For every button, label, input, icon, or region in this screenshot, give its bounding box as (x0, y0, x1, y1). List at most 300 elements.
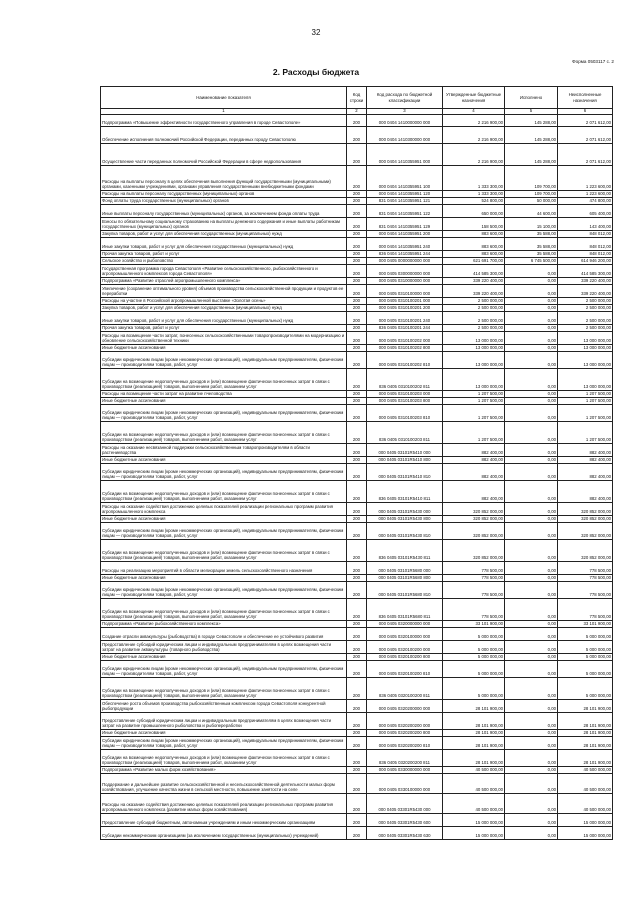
row-unexecuted: 320 852 000,00 (558, 523, 613, 540)
row-unexecuted: 2 071 612,00 (558, 115, 613, 127)
row-classification: 000 0405 0330100000 000 (367, 774, 443, 794)
row-classification: 000 0405 03101R5430 800 (367, 516, 443, 523)
row-approved: 882 400,00 (443, 444, 505, 457)
row-unexecuted: 778 500,00 (558, 582, 613, 599)
row-code: 200 (347, 231, 367, 238)
row-classification: 000 0404 1410355951 120 (367, 191, 443, 198)
row-unexecuted: 778 500,00 (558, 562, 613, 575)
row-approved: 320 852 000,00 (443, 540, 505, 562)
table-row (101, 127, 613, 144)
row-executed: 0,00 (505, 503, 558, 516)
table-row (101, 730, 613, 737)
row-unexecuted: 414 585 300,00 (558, 265, 613, 278)
row-code: 200 (347, 654, 367, 661)
row-code: 200 (347, 298, 367, 305)
header-unexecuted: Неисполненные назначения (558, 87, 613, 109)
row-name: Субсидии юридическим лицам (кроме некоммерческих организаций), индивидуальным предпринимателям, физическим лицам — производителям товаров, работ, услуг (101, 661, 347, 678)
row-unexecuted: 882 400,00 (558, 444, 613, 457)
table-row (101, 352, 613, 369)
row-classification: 836 0405 0320100200 811 (367, 678, 443, 700)
row-approved: 28 101 900,00 (443, 737, 505, 750)
row-executed: 6 745 500,00 (505, 258, 558, 265)
row-unexecuted: 2 500 000,00 (558, 325, 613, 332)
row-name: Иные бюджетные ассигнования (101, 654, 347, 661)
row-name: Субсидии на возмещение недополученных доходов и (или) возмещение фактически понесенных затрат в связи с производством (реализацией) товаров, выполнением работ, оказанием услуг (101, 750, 347, 767)
row-classification: 000 0405 03101R5430 000 (367, 503, 443, 516)
row-executed: 0,00 (505, 713, 558, 730)
row-name: Иные бюджетные ассигнования (101, 457, 347, 464)
row-unexecuted: 5 000 000,00 (558, 661, 613, 678)
row-code: 200 (347, 312, 367, 325)
row-approved: 28 101 900,00 (443, 730, 505, 737)
row-classification: 000 0405 0320000000 000 (367, 621, 443, 628)
row-code: 200 (347, 516, 367, 523)
table-row (101, 700, 613, 713)
row-approved: 778 500,00 (443, 575, 505, 582)
row-unexecuted: 13 000 000,00 (558, 332, 613, 345)
row-name: Предоставление субсидий юридическим лицам и индивидуальным предпринимателям в целях возмещения части затрат на развитие промышленного рыболовства и рыбопереработки (101, 713, 347, 730)
row-classification: 000 0405 0310100203 810 (367, 405, 443, 422)
table-row (101, 464, 613, 481)
table-row (101, 166, 613, 191)
row-approved: 28 101 900,00 (443, 750, 505, 767)
table-row (101, 457, 613, 464)
row-name: Субсидии некоммерческим организациям (за исключением государственных (муниципальных) учреждений) (101, 827, 347, 840)
row-classification: 000 0405 03101R5410 800 (367, 457, 443, 464)
row-executed: 0,00 (505, 265, 558, 278)
row-unexecuted: 1 223 600,00 (558, 191, 613, 198)
row-code: 200 (347, 345, 367, 352)
row-approved: 778 500,00 (443, 599, 505, 621)
row-code: 200 (347, 198, 367, 205)
table-row (101, 305, 613, 312)
row-name: Расходы на участие в Российской агропромышленной выставке «Золотая осень» (101, 298, 347, 305)
row-approved: 882 400,00 (443, 464, 505, 481)
row-classification: 836 0405 0310100201 244 (367, 325, 443, 332)
row-approved: 40 500 000,00 (443, 794, 505, 814)
row-name: Субсидии юридическим лицам (кроме некоммерческих организаций), индивидуальным предпринимателям, физическим лицам — производителям товаров, работ, услуг (101, 523, 347, 540)
row-code: 200 (347, 258, 367, 265)
row-approved: 28 101 900,00 (443, 713, 505, 730)
row-unexecuted: 5 000 000,00 (558, 628, 613, 641)
row-classification: 000 0405 03101R5680 800 (367, 575, 443, 582)
row-classification: 836 0405 03101R5430 811 (367, 540, 443, 562)
row-approved: 2 216 900,00 (443, 127, 505, 144)
section-title: 2. Расходы бюджета (272, 67, 360, 77)
row-approved: 5 000 000,00 (443, 654, 505, 661)
row-name: Иные бюджетные ассигнования (101, 345, 347, 352)
row-executed: 0,00 (505, 516, 558, 523)
row-name: Субсидии юридическим лицам (кроме некоммерческих организаций), индивидуальным предпринимателям, физическим лицам — производителям товаров, работ, услуг (101, 737, 347, 750)
row-approved: 40 500 000,00 (443, 774, 505, 794)
table-row (101, 398, 613, 405)
row-unexecuted: 2 071 612,00 (558, 144, 613, 166)
row-executed: 145 288,00 (505, 115, 558, 127)
row-name: Иные бюджетные ассигнования (101, 730, 347, 737)
row-name: Фонд оплаты труда государственных (муниципальных) органов (101, 198, 347, 205)
form-code: Форма 0503117 с. 2 (572, 59, 614, 64)
row-code: 200 (347, 115, 367, 127)
row-name: Субсидии юридическим лицам (кроме некоммерческих организаций), индивидуальным предпринимателям, физическим лицам — производителям товаров, работ, услуг (101, 582, 347, 599)
table-row (101, 774, 613, 794)
table-row (101, 278, 613, 285)
row-code: 200 (347, 628, 367, 641)
table-row (101, 115, 613, 127)
row-unexecuted: 5 000 000,00 (558, 641, 613, 654)
row-unexecuted: 33 101 900,00 (558, 621, 613, 628)
row-classification: 836 0405 03101R5680 811 (367, 599, 443, 621)
row-executed: 0,00 (505, 540, 558, 562)
row-name: Взносы по обязательному социальному страхованию на выплаты денежного содержания и иные выплаты работникам государственных (муниципальных) органов (101, 218, 347, 231)
row-approved: 883 600,00 (443, 251, 505, 258)
row-unexecuted: 5 000 000,00 (558, 654, 613, 661)
row-approved: 320 852 000,00 (443, 516, 505, 523)
table-row (101, 369, 613, 391)
row-code: 200 (347, 481, 367, 503)
row-name: Расходы на возмещение части затрат, понесенных сельскохозяйственными товаропроизводителями на модернизацию и обновление сельскохозяйственной техники (101, 332, 347, 345)
row-executed: 0,00 (505, 750, 558, 767)
row-classification: 000 0404 1410355951 000 (367, 144, 443, 166)
row-approved: 883 600,00 (443, 231, 505, 238)
row-code: 200 (347, 503, 367, 516)
row-executed: 0,00 (505, 737, 558, 750)
row-name: Предоставление субсидий юридическим лицам и индивидуальным предпринимателям в целях возмещения части затрат на развитие аквакультуры (товарного рыбоводства) (101, 641, 347, 654)
row-name: Субсидии юридическим лицам (кроме некоммерческих организаций), индивидуальным предпринимателям, физическим лицам — производителям товаров, работ, услуг (101, 352, 347, 369)
row-code: 200 (347, 251, 367, 258)
row-unexecuted: 614 946 200,00 (558, 258, 613, 265)
table-row (101, 422, 613, 444)
table-row (101, 628, 613, 641)
row-unexecuted: 882 400,00 (558, 457, 613, 464)
row-classification: 000 0405 0310000000 000 (367, 278, 443, 285)
row-name: Расходы на выплаты персоналу в целях обеспечения выполнения функций государственными (муниципальными) органами, казенными учреждениями, органами управления государственными внебюджетными фондами (101, 166, 347, 191)
row-classification: 836 0405 0320200200 811 (367, 750, 443, 767)
row-classification: 836 0405 0310100202 811 (367, 369, 443, 391)
row-classification: 000 0405 03301R5430 630 (367, 827, 443, 840)
row-name: Расходы на возмещение части затрат на развитие пчеловодства (101, 391, 347, 398)
row-classification: 000 0405 03101R5410 810 (367, 464, 443, 481)
row-code: 200 (347, 737, 367, 750)
table-row (101, 391, 613, 398)
table-row (101, 218, 613, 231)
row-approved: 13 000 000,00 (443, 332, 505, 345)
row-code: 200 (347, 422, 367, 444)
row-classification: 831 0404 1410355951 129 (367, 218, 443, 231)
row-approved: 28 101 900,00 (443, 700, 505, 713)
row-code: 200 (347, 540, 367, 562)
row-code: 200 (347, 774, 367, 794)
row-code: 200 (347, 523, 367, 540)
row-name: Подпрограмма «Повышение эффективности государственного управления в городе Севастополе» (101, 115, 347, 127)
row-name: Сельское хозяйство и рыболовство (101, 258, 347, 265)
column-number: 5 (505, 109, 558, 115)
row-classification: 000 0405 03101R5680 000 (367, 562, 443, 575)
row-approved: 15 000 000,00 (443, 827, 505, 840)
column-number: 6 (558, 109, 613, 115)
row-executed: 0,00 (505, 628, 558, 641)
row-name: Обеспечение исполнения полномочий Российской Федерации, переданных городу Севастополю (101, 127, 347, 144)
row-name: Субсидии юридическим лицам (кроме некоммерческих организаций), индивидуальным предпринимателям, физическим лицам — производителям товаров, работ, услуг (101, 405, 347, 422)
row-code: 200 (347, 794, 367, 814)
row-code: 200 (347, 166, 367, 191)
table-row (101, 298, 613, 305)
row-classification: 836 0405 03101R5410 811 (367, 481, 443, 503)
row-unexecuted: 2 500 000,00 (558, 298, 613, 305)
table-row (101, 285, 613, 298)
table-row (101, 516, 613, 523)
row-name: Закупка товаров, работ и услуг для обеспечения государственных (муниципальных) нужд (101, 305, 347, 312)
row-name: Расходы на выплаты персоналу государственных (муниципальных) органов (101, 191, 347, 198)
row-code: 200 (347, 767, 367, 774)
table-row (101, 678, 613, 700)
table-row (101, 621, 613, 628)
row-classification: 000 0405 0320200200 800 (367, 730, 443, 737)
table-row (101, 661, 613, 678)
row-code: 200 (347, 562, 367, 575)
table-row (101, 654, 613, 661)
row-classification: 000 0405 03101R5680 810 (367, 582, 443, 599)
table-row (101, 312, 613, 325)
row-classification: 000 0405 0000000000 000 (367, 258, 443, 265)
row-unexecuted: 778 500,00 (558, 599, 613, 621)
row-code: 200 (347, 332, 367, 345)
row-approved: 621 691 700,00 (443, 258, 505, 265)
row-executed: 0,00 (505, 398, 558, 405)
row-classification: 000 0405 0310100201 240 (367, 312, 443, 325)
row-classification: 000 0405 0320100200 810 (367, 661, 443, 678)
row-executed: 35 588,00 (505, 231, 558, 238)
column-number: 1 (101, 109, 347, 115)
row-executed: 0,00 (505, 523, 558, 540)
table-row (101, 562, 613, 575)
row-classification: 000 0405 0320100200 800 (367, 654, 443, 661)
row-classification: 000 0405 0310100202 810 (367, 352, 443, 369)
row-classification: 000 0405 0320200200 810 (367, 737, 443, 750)
row-name: Подпрограмма «Развитие рыбохозяйственного комплекса» (101, 621, 347, 628)
row-executed: 35 588,00 (505, 251, 558, 258)
row-classification: 000 0405 03301R5430 600 (367, 814, 443, 827)
table-row (101, 737, 613, 750)
row-classification: 000 0405 0310100201 200 (367, 305, 443, 312)
row-classification: 000 0405 0320100200 000 (367, 641, 443, 654)
table-row (101, 198, 613, 205)
row-approved: 320 852 000,00 (443, 503, 505, 516)
row-name: Осуществление части переданных полномочий Российской Федерации в сфере недропользования (101, 144, 347, 166)
row-name: Иные закупки товаров, работ и услуг для обеспечения государственных (муниципальных) нужд (101, 238, 347, 251)
row-approved: 2 216 900,00 (443, 115, 505, 127)
row-executed: 0,00 (505, 298, 558, 305)
row-executed: 0,00 (505, 369, 558, 391)
table-row (101, 205, 613, 218)
row-classification: 000 0404 1410300000 000 (367, 127, 443, 144)
row-approved: 2 500 000,00 (443, 325, 505, 332)
row-executed: 35 588,00 (505, 238, 558, 251)
row-unexecuted: 28 101 900,00 (558, 737, 613, 750)
row-approved: 320 852 000,00 (443, 523, 505, 540)
row-approved: 2 500 000,00 (443, 312, 505, 325)
table-row (101, 144, 613, 166)
row-approved: 2 500 000,00 (443, 305, 505, 312)
header-code: Код строки (347, 87, 367, 109)
row-executed: 0,00 (505, 444, 558, 457)
row-name: Предоставление субсидий бюджетным, автономным учреждениям и иным некоммерческим организациям (101, 814, 347, 827)
row-executed: 0,00 (505, 305, 558, 312)
row-executed: 0,00 (505, 312, 558, 325)
row-executed: 0,00 (505, 794, 558, 814)
row-approved: 414 585 300,00 (443, 265, 505, 278)
row-executed: 0,00 (505, 457, 558, 464)
row-unexecuted: 143 400,00 (558, 218, 613, 231)
row-approved: 882 400,00 (443, 481, 505, 503)
row-name: Расходы на оказание содействия достижению целевых показателей реализации региональных программ развития агропромышленного комплекса (развитие малых форм хозяйствования) (101, 794, 347, 814)
row-code: 200 (347, 305, 367, 312)
row-unexecuted: 1 207 500,00 (558, 398, 613, 405)
row-executed: 0,00 (505, 422, 558, 444)
row-classification: 000 0404 1410355951 240 (367, 238, 443, 251)
row-executed: 0,00 (505, 325, 558, 332)
row-unexecuted: 320 852 000,00 (558, 540, 613, 562)
row-code: 200 (347, 265, 367, 278)
row-classification: 000 0405 0310100202 800 (367, 345, 443, 352)
row-unexecuted: 15 000 000,00 (558, 827, 613, 840)
row-executed: 0,00 (505, 641, 558, 654)
row-classification: 000 0405 0320200000 000 (367, 700, 443, 713)
row-executed: 0,00 (505, 464, 558, 481)
row-code: 200 (347, 814, 367, 827)
table-row (101, 599, 613, 621)
row-unexecuted: 2 071 612,00 (558, 127, 613, 144)
row-code: 200 (347, 191, 367, 198)
row-name: Подпрограмма «Развитие малых форм хозяйствования» (101, 767, 347, 774)
row-executed: 44 600,00 (505, 205, 558, 218)
row-code: 200 (347, 661, 367, 678)
table-row (101, 582, 613, 599)
row-name: Иные бюджетные ассигнования (101, 398, 347, 405)
row-classification: 000 0405 03101R5410 000 (367, 444, 443, 457)
row-name: Прочая закупка товаров, работ и услуг (101, 251, 347, 258)
row-executed: 109 700,00 (505, 191, 558, 198)
row-approved: 1 333 300,00 (443, 191, 505, 198)
row-unexecuted: 339 220 400,00 (558, 278, 613, 285)
row-approved: 2 216 900,00 (443, 144, 505, 166)
row-code: 200 (347, 464, 367, 481)
row-classification: 000 0405 0310100201 000 (367, 298, 443, 305)
table-row (101, 325, 613, 332)
row-name: Обеспечение роста объемов производства рыбохозяйственным комплексом города Севастополя конкурентной рыбопродукции (101, 700, 347, 713)
table-row (101, 444, 613, 457)
row-code: 200 (347, 730, 367, 737)
row-executed: 0,00 (505, 730, 558, 737)
row-code: 200 (347, 750, 367, 767)
row-unexecuted: 1 207 500,00 (558, 391, 613, 398)
row-code: 200 (347, 575, 367, 582)
row-code: 200 (347, 444, 367, 457)
table-row (101, 258, 613, 265)
row-executed: 0,00 (505, 774, 558, 794)
header-row (101, 87, 613, 109)
row-unexecuted: 40 500 000,00 (558, 774, 613, 794)
row-unexecuted: 320 852 000,00 (558, 503, 613, 516)
row-executed: 0,00 (505, 285, 558, 298)
row-approved: 5 000 000,00 (443, 661, 505, 678)
row-unexecuted: 15 000 000,00 (558, 814, 613, 827)
table-row (101, 238, 613, 251)
row-classification: 000 0405 0310100000 000 (367, 285, 443, 298)
row-code: 200 (347, 599, 367, 621)
row-unexecuted: 2 500 000,00 (558, 305, 613, 312)
row-unexecuted: 28 101 900,00 (558, 700, 613, 713)
row-unexecuted: 13 000 000,00 (558, 352, 613, 369)
row-classification: 000 0405 0310100203 000 (367, 391, 443, 398)
row-unexecuted: 2 500 000,00 (558, 312, 613, 325)
table-body (101, 115, 613, 840)
header-executed: Исполнено (505, 87, 558, 109)
row-code: 200 (347, 285, 367, 298)
table-row (101, 540, 613, 562)
table-row (101, 767, 613, 774)
row-code: 200 (347, 582, 367, 599)
row-unexecuted: 320 852 000,00 (558, 516, 613, 523)
table-row (101, 503, 613, 516)
table-row (101, 814, 613, 827)
table-row (101, 794, 613, 814)
row-unexecuted: 40 500 000,00 (558, 767, 613, 774)
row-name: Субсидии юридическим лицам (кроме некоммерческих организаций), индивидуальным предпринимателям, физическим лицам — производителям товаров, работ, услуг (101, 464, 347, 481)
row-name: Иные закупки товаров, работ и услуг для обеспечения государственных (муниципальных) нужд (101, 312, 347, 325)
row-unexecuted: 339 220 400,00 (558, 285, 613, 298)
row-approved: 778 500,00 (443, 582, 505, 599)
row-code: 200 (347, 457, 367, 464)
row-classification: 831 0404 1410355951 122 (367, 205, 443, 218)
row-code: 200 (347, 369, 367, 391)
row-name: Субсидии на возмещение недополученных доходов и (или) возмещение фактически понесенных затрат в связи с производством (реализацией) товаров, выполнением работ, оказанием услуг (101, 481, 347, 503)
row-approved: 1 207 500,00 (443, 405, 505, 422)
row-executed: 0,00 (505, 481, 558, 503)
table-row (101, 713, 613, 730)
row-classification: 000 0404 1410355951 200 (367, 231, 443, 238)
row-name: Субсидии на возмещение недополученных доходов и (или) возмещение фактически понесенных затрат в связи с производством (реализацией) товаров, выполнением работ, оказанием услуг (101, 678, 347, 700)
row-classification: 836 0405 0310100203 811 (367, 422, 443, 444)
row-executed: 0,00 (505, 654, 558, 661)
row-approved: 40 500 000,00 (443, 767, 505, 774)
row-approved: 13 000 000,00 (443, 352, 505, 369)
page-number: 32 (311, 28, 321, 37)
row-name: Поддержание и дальнейшее развитие сельскохозяйственной и несельскохозяйственной деятельности малых форм хозяйствования, улучшение качества жизни в сельской местности, повышение занятости на селе (101, 774, 347, 794)
row-executed: 145 288,00 (505, 127, 558, 144)
row-approved: 1 207 500,00 (443, 398, 505, 405)
row-name: Расходы на оказание содействия достижению целевых показателей реализации региональных программ развития агропромышленного комплекса (101, 503, 347, 516)
row-unexecuted: 605 400,00 (558, 205, 613, 218)
row-unexecuted: 28 101 900,00 (558, 713, 613, 730)
row-name: Создание отрасли аквакультуры (рыбоводства) в городе Севастополе и обеспечение ее устойчивого развития (101, 628, 347, 641)
table-row (101, 191, 613, 198)
row-code: 200 (347, 405, 367, 422)
row-approved: 524 800,00 (443, 198, 505, 205)
row-executed: 0,00 (505, 661, 558, 678)
row-classification: 000 0405 03101R5430 810 (367, 523, 443, 540)
table-row (101, 641, 613, 654)
row-executed: 50 000,00 (505, 198, 558, 205)
row-code: 200 (347, 678, 367, 700)
header-name: Наименование показателя (101, 87, 347, 109)
row-executed: 109 700,00 (505, 166, 558, 191)
table-row (101, 345, 613, 352)
row-code: 200 (347, 827, 367, 840)
row-approved: 158 500,00 (443, 218, 505, 231)
row-executed: 0,00 (505, 700, 558, 713)
row-code: 200 (347, 144, 367, 166)
row-name: Расходы на оказание несвязанной поддержки сельскохозяйственным товаропроизводителям в области растениеводства (101, 444, 347, 457)
